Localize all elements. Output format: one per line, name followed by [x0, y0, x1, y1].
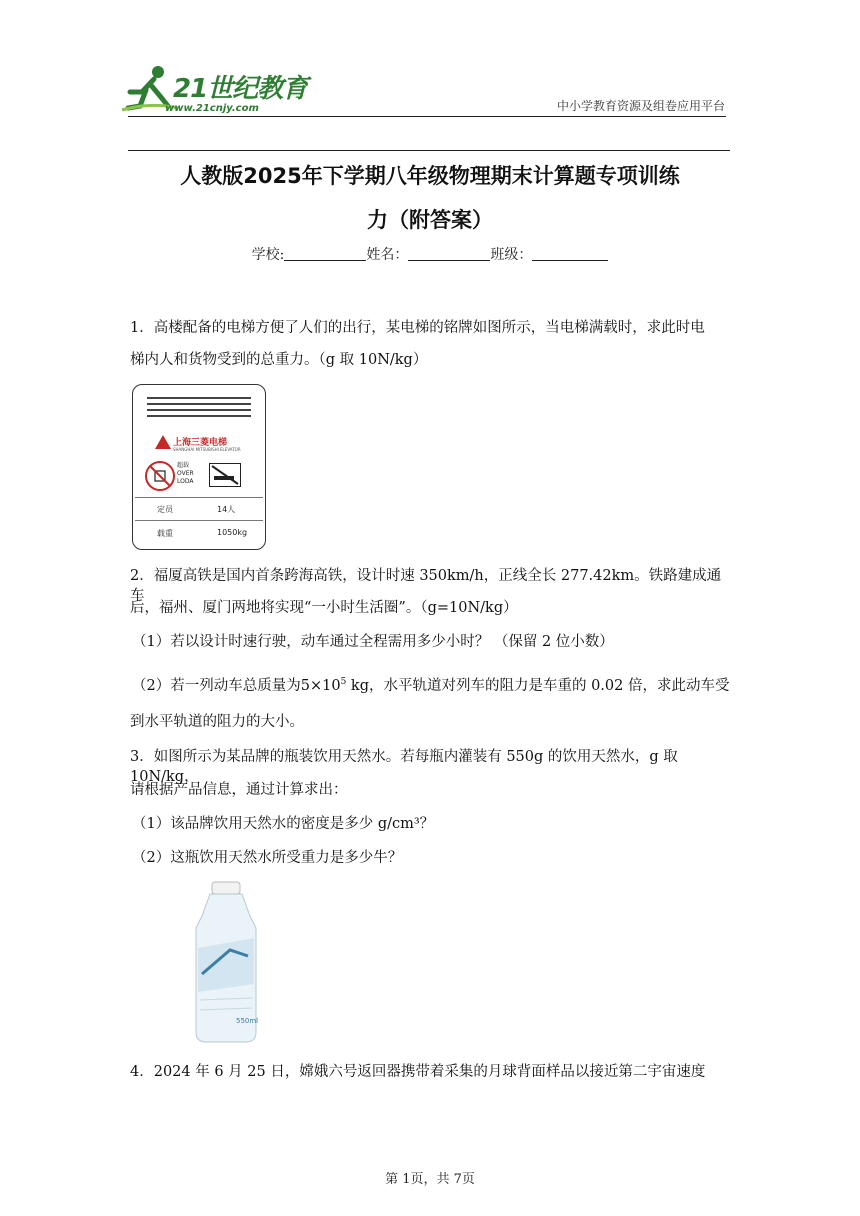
overload-text [177, 462, 194, 486]
header-rule [128, 116, 726, 117]
logo-url: www.21cnjy.com [165, 103, 259, 114]
overload-cn: 超载 [177, 462, 190, 469]
load-label: 载重 [157, 529, 173, 538]
plate-text-line [147, 403, 251, 405]
school-blank[interactable] [284, 246, 366, 261]
q4-line1: 4．2024 年 6 月 25 日，嫦娥六号返回器携带着采集的月球背面样品以接近第二宇宙速度 [130, 1064, 706, 1080]
q3-line1: 3．如图所示为某品牌的瓶装饮用天然水。若每瓶内灌装有 550g 的饮用天然水，g 取 10N/kg， [130, 749, 678, 785]
plate-text-line [147, 415, 251, 417]
school-label: 学校: [251, 247, 285, 263]
q1-line2: 梯内人和货物受到的总重力。（g 取 10N/kg） [130, 352, 428, 368]
platform-label: 中小学教育资源及组卷应用平台 [556, 99, 725, 113]
page-title: 人教版2025年下学期八年级物理期末计算题专项训练 [180, 164, 680, 188]
q1-line1: 1．高楼配备的电梯方便了人们的出行，某电梯的铭牌如图所示，当电梯满载时，求此时电 [130, 320, 705, 336]
brand-logo-icon [155, 435, 171, 449]
plate-text-line [147, 409, 251, 411]
q3-line2: 请根据产品信息，通过计算求出： [130, 782, 348, 798]
mass-formula [301, 678, 347, 694]
q3-sub1: （1）该品牌饮用天然水的密度是多少 g/cm³？ [132, 816, 435, 832]
overload-en-1: OVER [177, 470, 194, 477]
student-info [0, 244, 860, 264]
title-rule [128, 150, 730, 151]
plate-brand: 上海三菱电梯 [173, 438, 228, 448]
plate-brand-sub: SHANGHAI MITSUBISHI ELEVATOR [173, 447, 241, 452]
plate-text-line [147, 397, 251, 399]
mass-base: 5×10 [300, 677, 341, 694]
name-label: 姓名： [366, 247, 409, 263]
page-number: 第 1页，共 7页 [385, 1172, 475, 1187]
q2-sub2-line2: 到水平轨道的阻力的大小。 [130, 714, 304, 730]
q2-line1: 2．福厦高铁是国内首条跨海高铁，设计时速 350km/h，正线全长 277.42km。铁路建成通车 [130, 568, 722, 604]
plate-divider [135, 497, 263, 498]
bottle-volume-label: 550ml [236, 1017, 259, 1025]
load-value: 1050kg [217, 528, 248, 537]
logo-text: 21世纪教育 [173, 74, 308, 104]
water-bottle-figure [186, 880, 266, 1045]
capacity-label: 定员 [157, 505, 173, 514]
q2-sub2-text: （2）若一列动车总质量为 [132, 677, 301, 694]
q2-sub2-text-2: kg，水平轨道对列车的阻力是车重的 0.02 倍，求此动车受 [346, 677, 730, 694]
class-label: 班级： [490, 247, 533, 263]
class-blank[interactable] [532, 246, 608, 261]
name-blank[interactable] [408, 246, 490, 261]
capacity-value: 14人 [217, 505, 236, 514]
mass-exponent: 5 [340, 677, 347, 687]
overload-en-2: LODA [177, 478, 194, 485]
q2-sub2 [132, 672, 732, 696]
plate-divider [135, 520, 263, 521]
no-smoking-icon [209, 463, 241, 487]
no-overload-icon [145, 461, 175, 491]
q2-line2: 后，福州、厦门两地将实现“一小时生活圈”。（g=10N/kg） [130, 600, 518, 616]
q3-sub2: （2）这瓶饮用天然水所受重力是多少牛？ [132, 850, 403, 866]
page-subtitle: 力（附答案） [367, 208, 493, 232]
elevator-nameplate-figure [132, 384, 266, 550]
q2-sub1: （1）若以设计时速行驶，动车通过全程需用多少小时？ （保留 2 位小数） [132, 634, 614, 650]
